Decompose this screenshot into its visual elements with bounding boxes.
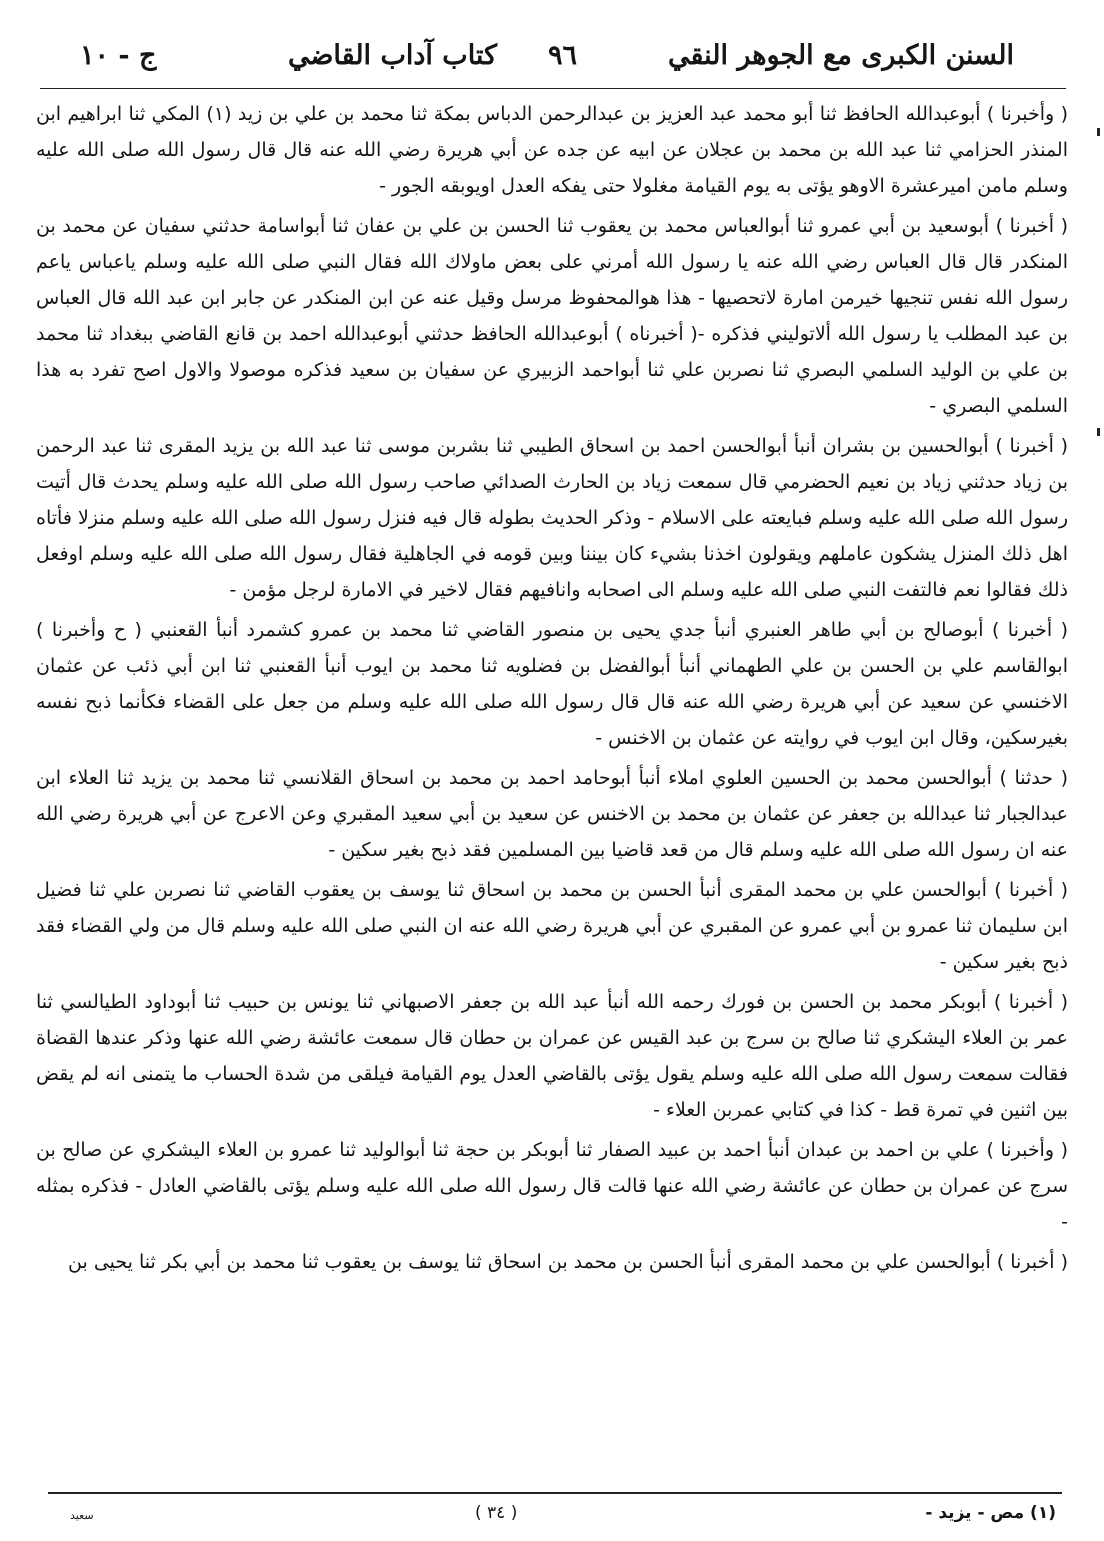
printer-mark: سعید [70,1509,94,1522]
book-title: السنن الكبرى مع الجوهر النقي [667,40,1014,71]
header-rule [40,88,1066,89]
main-text [36,96,1068,1482]
footer-page-number: ( ٣٤ ) [475,1503,518,1523]
footnote: (١) مص - يزيد - [925,1503,1056,1523]
footer-rule [48,1492,1062,1494]
hadith-paragraph: ( وأخبرنا ) علي بن احمد بن عبدان أنبأ احمد بن عبيد الصفار ثنا أبوبكر بن حجة ثنا أبوالوليد ثنا عمرو بن العلاء اليشكري عن صالح بن سرج عن عمران بن حطان عن عائشة رضي الله عنها قالت قال رسول الله صلى الله عليه وسلم يؤتى بالقاضي العادل - فذكره بمثله - [36,1139,1068,1233]
hadith-paragraph: ( أخبرنا ) أبوالحسن علي بن محمد المقرى أنبأ الحسن بن محمد بن اسحاق ثنا يوسف بن يعقوب القاضي ثنا نصربن علي ثنا فضيل ابن سليمان ثنا عمرو بن أبي عمرو عن المقبري عن أبي هريرة رضي الله عنه ان النبي صلى الله عليه وسلم قال من ولي القضاء فقد ذبح بغير سكين - [36,879,1068,973]
hadith-paragraph: ( أخبرنا ) أبوسعيد بن أبي عمرو ثنا أبوالعباس محمد بن يعقوب ثنا الحسن بن علي بن عفان ثنا أبواسامة حدثني سفيان عن محمد بن المنكدر قال قال العباس رضي الله عنه يا رسول الله أمرني على بعض ماولاك الله فقال النبي صلى الله عليه وسلم ياعباس ياعم رسول الله نفس تنجيها خيرمن امارة لاتحصيها - هذا هوالمحفوظ مرسل وقيل عنه عن ابن المنكدر عن جابر ابن عبد الله قال العباس بن عبد المطلب يا رسول الله ألاتوليني فذكره -( أخبرناه ) أبوعبدالله الحافظ حدثني أبوعبدالله احمد بن قانع القاضي ببغداد ثنا محمد بن علي بن الوليد السلمي البصري ثنا نصربن علي ثنا أبواحمد الزبيري عن سفيان بن سعيد فذكره موصولا والاول اصح تفرد به هذا السلمي البصري - [36,215,1068,417]
page-header [70,40,1014,86]
hadith-paragraph: ( حدثنا ) أبوالحسن محمد بن الحسين العلوي املاء أنبأ أبوحامد احمد بن محمد بن اسحاق القلانسي ثنا محمد بن يزيد ثنا العلاء ابن عبدالجبار ثنا عبدالله بن جعفر عن عثمان بن محمد بن الاخنس عن سعيد بن أبي سعيد المقبري وعن الاعرج عن أبي هريرة رضي الله عنه ان رسول الله صلى الله عليه وسلم قال من قعد قاضيا بين المسلمين فقد ذبح بغير سكين - [36,767,1068,861]
hadith-paragraph: ( أخبرنا ) أبوالحسن علي بن محمد المقرى أنبأ الحسن بن محمد بن اسحاق ثنا يوسف بن يعقوب ثنا محمد بن أبي بكر ثنا يحيى بن [68,1251,1068,1273]
hadith-paragraph: ( أخبرنا ) أبوصالح بن أبي طاهر العنبري أنبأ جدي يحيى بن منصور القاضي ثنا محمد بن عمرو كشمرد أنبأ القعنبي ( ح وأخبرنا ) ابوالقاسم علي بن الحسن بن علي الطهماني أنبأ أبوالفضل بن فضلويه ثنا محمد بن ايوب أنبأ القعنبي ثنا ابن أبي ذئب عن عثمان الاخنسي عن سعيد عن أبي هريرة رضي الله عنه قال قال رسول الله صلى الله عليه وسلم من جعل على القضاء فكأنما ذبح نفسه بغيرسكين، وقال ابن ايوب في روايته عن عثمان بن الاخنس - [36,619,1068,749]
volume-label: ج - ١٠ [80,40,157,71]
page-footer [48,1503,1056,1533]
header-page-number: ٩٦ [548,40,578,71]
hadith-paragraph: ( وأخبرنا ) أبوعبدالله الحافظ ثنا أبو محمد عبد العزيز بن عبدالرحمن الدباس بمكة ثنا محمد بن علي بن زيد (١) المكي ثنا ابراهيم ابن المنذر الحزامي ثنا عبد الله بن محمد بن عجلان عن ابيه عن جده عن أبي هريرة رضي الله عنه قال قال رسول الله صلى الله عليه وسلم مامن اميرعشرة الاوهو يؤتى به يوم القيامة مغلولا حتى يفكه العدل اويوبقه الجور - [36,103,1068,197]
chapter-title: كتاب آداب القاضي [288,40,497,71]
margin-mark [1097,428,1100,436]
hadith-paragraph: ( أخبرنا ) أبوبكر محمد بن الحسن بن فورك رحمه الله أنبأ عبد الله بن جعفر الاصبهاني ثنا يونس بن حبيب ثنا أبوداود الطيالسي ثنا عمر بن العلاء اليشكري ثنا صالح بن سرج بن عبد القيس عن عمران بن حطان قال سمعت عائشة رضي الله عنها وذكر عندها القضاة فقالت سمعت رسول الله صلى الله عليه وسلم يقول يؤتى بالقاضي العدل يوم القيامة فيلقى من شدة الحساب ما يتمنى انه لم يقض بين اثنين في تمرة قط - كذا في كتابي عمربن العلاء - [36,991,1068,1121]
hadith-paragraph: ( أخبرنا ) أبوالحسين بن بشران أنبأ أبوالحسن احمد بن اسحاق الطيبي ثنا بشربن موسى ثنا عبد الله بن يزيد المقرى ثنا عبد الرحمن بن زياد حدثني زياد بن نعيم الحضرمي قال سمعت زياد بن الحارث الصدائي صاحب رسول الله صلى الله عليه وسلم يحدث قال أتيت رسول الله صلى الله عليه وسلم فبايعته على الاسلام - وذكر الحديث بطوله قال فيه فنزل رسول الله صلى الله عليه وسلم منزلا فأتاه اهل ذلك المنزل يشكون عاملهم ويقولون اخذنا بشيء كان بيننا وبين قومه في الجاهلية فقال رسول الله صلى الله عليه وسلم اوفعل ذلك فقالوا نعم فالتفت النبي صلى الله عليه وسلم الى اصحابه وانافيهم فقال لاخير في الامارة لرجل مؤمن - [36,435,1068,601]
margin-mark [1097,128,1100,136]
